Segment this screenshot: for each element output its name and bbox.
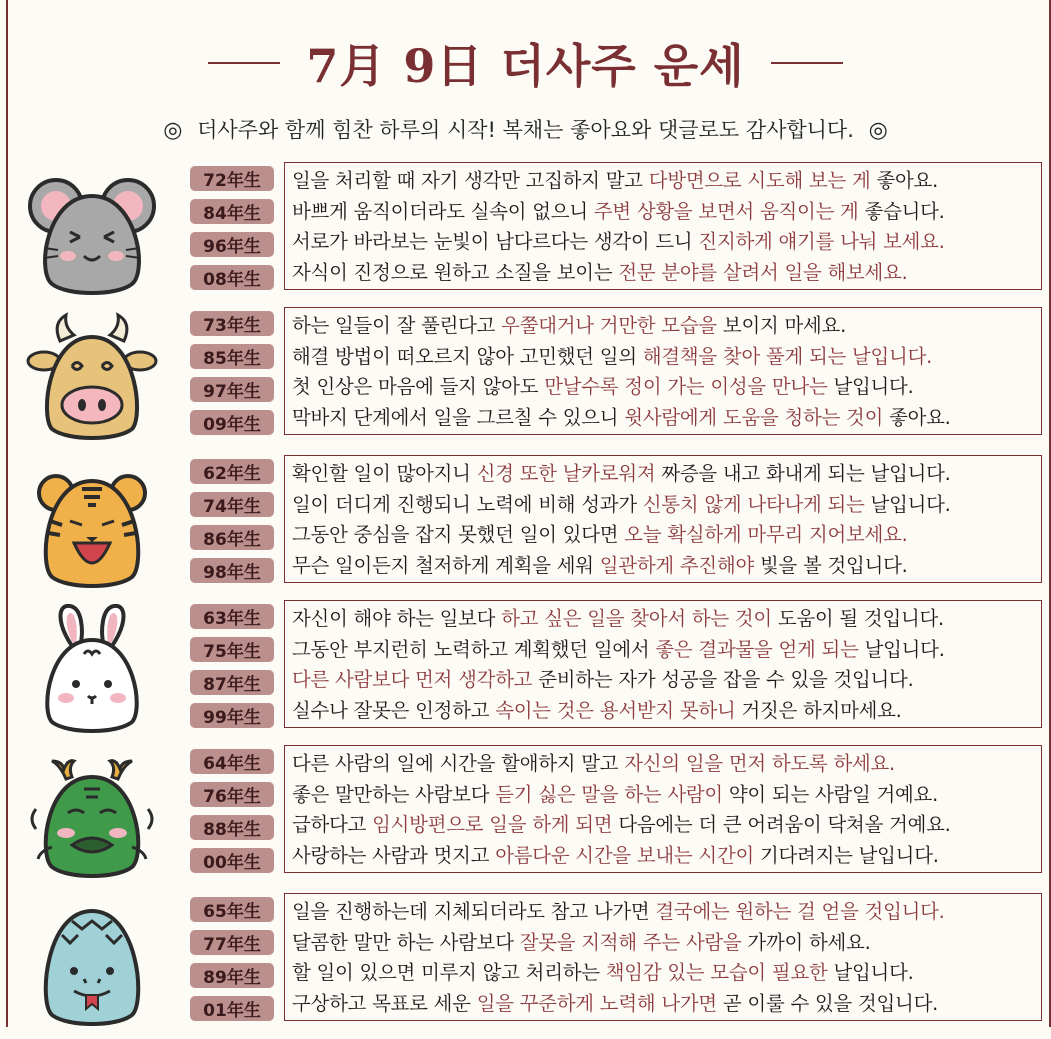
fortune-text: 준비하는 자가 성공을 잡을 수 있을 것입니다. [532, 668, 914, 691]
year-badge: 01年生 [190, 996, 274, 1021]
fortune-text: 날입니다. [827, 375, 914, 398]
fortune-text: 좋은 말만하는 사람보다 [292, 782, 496, 806]
fortune-row-tiger [0, 451, 1051, 596]
fortune-box [284, 307, 1042, 435]
fortune-highlight: 책임감 있는 모습이 필요한 [605, 961, 828, 984]
year-badge: 96年生 [190, 232, 274, 257]
fortune-text: 날입니다. [827, 961, 914, 984]
title-row [0, 28, 1051, 98]
fortune-line [292, 841, 1041, 872]
fortune-box [284, 600, 1042, 728]
fortune-text: 일을 진행하는데 지체되더라도 참고 나가면 [292, 900, 656, 923]
page-title: 7月 9日 더사주 운세 [306, 39, 745, 93]
fortune-text: 첫 인상은 마음에 들지 않아도 [292, 375, 545, 398]
fortune-highlight: 결국에는 원하는 걸 얻을 것입니다. [655, 900, 945, 923]
title-left-rule [208, 62, 280, 64]
fortune-text: 좋아요. [870, 169, 939, 192]
year-badge: 75年生 [190, 637, 274, 662]
fortune-text: 급하다고 [292, 813, 373, 836]
year-list [190, 897, 274, 1029]
fortune-line [292, 604, 1041, 635]
year-badge: 08年生 [190, 265, 274, 290]
fortune-text: 자식이 진정으로 원하고 소질을 보이는 [292, 260, 619, 284]
year-badge: 76年生 [190, 782, 274, 807]
year-list [190, 604, 274, 736]
fortune-highlight: 다른 사람보다 먼저 생각하고 [292, 668, 533, 691]
fortune-text: 그동안 부지런히 노력하고 계획했던 일에서 [292, 637, 656, 661]
fortune-text: 바쁘게 움직이더라도 실속이 없으니 [292, 199, 594, 223]
fortune-row-dragon [0, 741, 1051, 886]
fortune-line [292, 696, 1041, 727]
fortune-line [292, 665, 1041, 696]
fortune-highlight: 하고 싶은 일을 찾아서 하는 것이 [501, 607, 772, 630]
fortune-text: 곧 이룰 수 있을 것입니다. [716, 991, 939, 1015]
fortune-highlight: 다방면으로 시도해 보는 게 [648, 169, 871, 192]
fortune-line [292, 551, 1041, 582]
fortune-box [284, 893, 1042, 1021]
fortune-text: 자신이 해야 하는 일보다 [292, 607, 502, 630]
fortune-text: 하는 일들이 잘 풀린다고 [292, 314, 502, 337]
fortune-line [292, 810, 1041, 841]
fortune-line [292, 197, 1041, 228]
year-badge: 97年生 [190, 377, 274, 402]
year-badge: 86年生 [190, 525, 274, 550]
year-badge: 74年生 [190, 492, 274, 517]
rabbit-icon [22, 604, 162, 734]
tiger-icon [22, 459, 162, 589]
fortune-text: 해결 방법이 떠오르지 않아 고민했던 일의 [292, 344, 643, 368]
year-badge: 62年生 [190, 459, 274, 484]
fortune-box [284, 162, 1042, 290]
year-list [190, 311, 274, 443]
snake-icon [22, 897, 162, 1027]
fortune-text: 서로가 바라보는 눈빛이 남다르다는 생각이 드니 [292, 230, 699, 253]
fortune-line [292, 749, 1041, 780]
year-badge: 72年生 [190, 166, 274, 191]
year-badge: 09年生 [190, 410, 274, 435]
fortune-line [292, 897, 1041, 928]
fortune-highlight: 속이는 것은 용서받지 못하니 [495, 698, 736, 722]
fortune-highlight: 듣기 싫은 말을 하는 사람이 [495, 782, 723, 806]
fortune-text: 빛을 볼 것입니다. [754, 553, 908, 577]
fortune-box [284, 455, 1042, 583]
fortune-highlight: 신통치 않게 나타나게 되는 [642, 492, 865, 516]
fortune-text: 달콤한 말만 하는 사람보다 [292, 930, 520, 954]
fortune-highlight: 해결책을 찾아 풀게 되는 날입니다. [642, 344, 933, 368]
fortune-line [292, 928, 1041, 959]
fortune-text: 보이지 마세요. [716, 314, 847, 337]
year-badge: 87年生 [190, 670, 274, 695]
fortune-line [292, 520, 1041, 551]
year-badge: 64年生 [190, 749, 274, 774]
fortune-line [292, 958, 1041, 989]
subtitle-mark-left: ◎ [163, 118, 183, 143]
fortune-text: 다음에는 더 큰 어려움이 닥쳐올 거예요. [612, 813, 951, 836]
fortune-line [292, 459, 1041, 490]
fortune-highlight: 전문 분야를 살려서 일을 해보세요. [618, 260, 908, 284]
subtitle [0, 114, 1051, 144]
fortune-text: 구상하고 목표로 세운 [292, 991, 477, 1015]
fortune-line [292, 635, 1041, 666]
fortune-text: 일이 더디게 진행되니 노력에 비해 성과가 [292, 492, 643, 516]
fortune-line [292, 227, 1041, 258]
fortune-highlight: 일관하게 추진해야 [599, 553, 755, 577]
fortune-highlight: 만날수록 정이 가는 이성을 만나는 [544, 375, 828, 398]
year-badge: 89年生 [190, 963, 274, 988]
fortune-text: 일을 처리할 때 자기 생각만 고집하지 말고 [292, 169, 649, 192]
fortune-row-rat [0, 158, 1051, 303]
fortune-line [292, 372, 1041, 403]
year-badge: 99年生 [190, 703, 274, 728]
year-badge: 73年生 [190, 311, 274, 336]
subtitle-mark-right: ◎ [868, 118, 888, 143]
fortune-text: 기다려지는 날입니다. [754, 843, 939, 867]
fortune-text: 할 일이 있으면 미루지 않고 처리하는 [292, 961, 606, 984]
fortune-line [292, 258, 1041, 289]
fortune-highlight: 아름다운 시간을 보내는 시간이 [495, 843, 755, 867]
year-list [190, 459, 274, 591]
fortune-text: 막바지 단계에서 일을 그르칠 수 있으니 [292, 405, 625, 429]
fortune-highlight: 신경 또한 날카로워져 [476, 462, 656, 485]
fortune-text: 짜증을 내고 화내게 되는 날입니다. [655, 462, 951, 485]
ox-icon [22, 311, 162, 441]
fortune-text: 사랑하는 사람과 멋지고 [292, 843, 496, 867]
fortune-line [292, 490, 1041, 521]
fortune-text: 날입니다. [858, 637, 945, 661]
rat-icon [22, 166, 162, 296]
year-badge: 65年生 [190, 897, 274, 922]
fortune-text: 약이 되는 사람일 거예요. [722, 782, 939, 806]
fortune-highlight: 오늘 확실하게 마무리 지어보세요. [624, 523, 908, 546]
fortune-line [292, 989, 1041, 1020]
fortune-text: 거짓은 하지마세요. [735, 698, 902, 722]
fortune-highlight: 자신의 일을 먼저 하도록 하세요. [624, 752, 896, 775]
year-list [190, 749, 274, 881]
fortune-text: 그동안 중심을 잡지 못했던 일이 있다면 [292, 523, 625, 546]
fortune-row-rabbit [0, 596, 1051, 741]
fortune-box [284, 745, 1042, 873]
year-badge: 98年生 [190, 558, 274, 583]
year-badge: 63年生 [190, 604, 274, 629]
year-list [190, 166, 274, 298]
subtitle-text: 더사주와 함께 힘찬 하루의 시작! 복채는 좋아요와 댓글로도 감사합니다. [197, 118, 854, 142]
fortune-text: 무슨 일이든지 철저하게 계획을 세워 [292, 553, 600, 577]
fortune-row-snake [0, 889, 1051, 1034]
fortune-highlight: 일을 꾸준하게 노력해 나가면 [476, 991, 717, 1015]
fortune-text: 가까이 하세요. [741, 930, 871, 954]
fortune-highlight: 진지하게 얘기를 나눠 보세요. [698, 230, 945, 253]
dragon-icon [22, 749, 162, 879]
fortune-line [292, 311, 1041, 342]
fortune-highlight: 좋은 결과물을 얻게 되는 [655, 637, 859, 661]
fortune-text: 실수나 잘못은 인정하고 [292, 698, 496, 722]
year-badge: 00年生 [190, 848, 274, 873]
fortune-text: 확인할 일이 많아지니 [292, 462, 477, 485]
fortune-row-ox [0, 303, 1051, 448]
fortune-line [292, 780, 1041, 811]
fortune-highlight: 임시방편으로 일을 하게 되면 [372, 813, 613, 836]
fortune-line [292, 166, 1041, 197]
fortune-highlight: 잘못을 지적해 주는 사람을 [519, 930, 742, 954]
fortune-highlight: 주변 상황을 보면서 움직이는 게 [593, 199, 859, 223]
fortune-highlight: 윗사람에게 도움을 청하는 것이 [624, 405, 884, 429]
fortune-text: 도움이 될 것입니다. [771, 607, 945, 630]
year-badge: 77年生 [190, 930, 274, 955]
title-right-rule [771, 62, 843, 64]
fortune-highlight: 우쭐대거나 거만한 모습을 [501, 314, 717, 337]
fortune-text: 좋습니다. [858, 199, 945, 223]
fortune-line [292, 403, 1041, 434]
fortune-text: 다른 사람의 일에 시간을 할애하지 말고 [292, 752, 625, 775]
year-badge: 85年生 [190, 344, 274, 369]
year-badge: 88年生 [190, 815, 274, 840]
fortune-text: 좋아요. [883, 405, 951, 429]
fortune-line [292, 342, 1041, 373]
fortune-text: 날입니다. [864, 492, 951, 516]
year-badge: 84年生 [190, 199, 274, 224]
